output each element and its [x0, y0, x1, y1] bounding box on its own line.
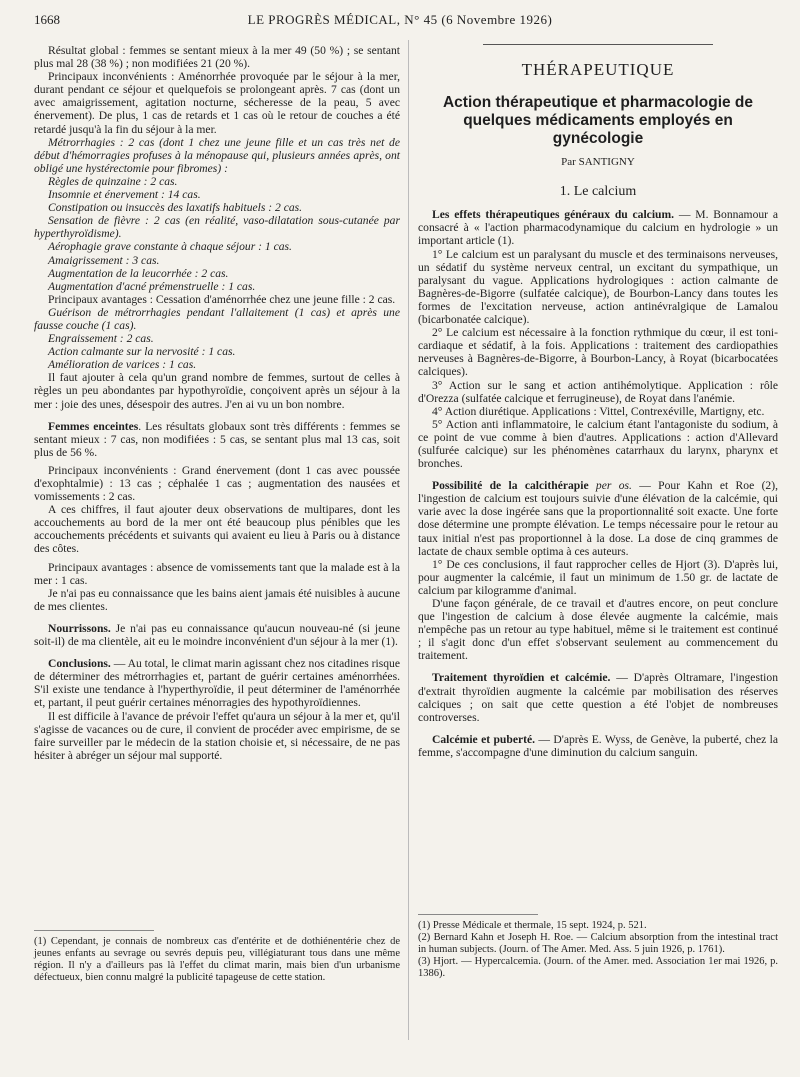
run-in-heading: Conclusions. — [48, 657, 111, 671]
list-item: Augmentation d'acné prémenstruelle : 1 cas. — [48, 279, 256, 293]
running-header — [0, 10, 800, 30]
list-item: Amaigrissement : 3 cas. — [48, 253, 160, 267]
paragraph-text: — Pour Kahn et Roe (2), l'ingestion de calcium est toujours suivie d'une élévation de la calcémie, qui varie avec la dose ingérée sans que la proportionnalité soit exacte. Une forte dose détermine une prompte élévation. Le temps nécessaire pour le retour au taux initial n'est pas proportionnel à la dose. La dose de cinq grammes de lactate de chaux semble optima à ces auteurs. — [418, 479, 778, 558]
paragraph: A ces chiffres, il faut ajouter deux observations de multipares, dont les accouchements au bord de la mer ont été beaucoup plus pénibles que les accouchements précédents et suivants qui avaient eu lieu à Paris ou à distance des côtes. — [34, 503, 400, 556]
paragraph: 1° De ces conclusions, il faut rapprocher celles de Hjort (3). D'après lui, pour augmenter la calcémie, il faut un minimum de 1.50 gr. de lactate de calcium par kilogramme d'animal. — [418, 557, 778, 597]
list-item: Constipation ou insuccès des laxatifs habituels : 2 cas. — [48, 201, 303, 215]
article-title: Action thérapeutique et pharmacologie de quelques médicaments employés en gynécologie — [442, 94, 754, 148]
paragraph: Il faut ajouter à cela qu'un grand nombre de femmes, surtout de celles à règles un peu abondantes par hypothyroïdie, conçoivent après un séjour à la mer : joie des unes, désespoir des autres. J'en ai vu un bon nombre. — [34, 371, 400, 411]
paragraph-infants — [34, 622, 400, 648]
left-column — [34, 44, 400, 762]
section-title: THÉRAPEUTIQUE — [521, 60, 675, 79]
paragraph: Principaux inconvénients : Aménorrhée provoquée par le séjour à la mer, durant pendant ce séjour et quelquefois se prolongeant après. 7 cas (dont un avec amaigrissement, agitation nocturne, sécheresse de la peau, 5 avec énervement). De plus, 1 cas de retards et 1 cas où le retour de couches a été retardé jusqu'à la fin du séjour à la mer. — [34, 70, 400, 136]
footnote: (2) Bernard Kahn et Joseph H. Roe. — Calcium absorption from the intestinal tract in human subjects. (Journ. of The Amer. Med. Ass. 5 juin 1926, p. 1761). — [418, 932, 778, 955]
paragraph: D'une façon générale, de ce travail et d'autres encore, on peut conclure que l'ingestion de calcium à dose élevée augmente la calcémie, mais n'empêche pas un retour au type habituel, même si le traitement est continué ; il s'agit donc d'un effet s'observant seulement au commencement du traitement. — [418, 597, 778, 663]
list-item: Engraissement : 2 cas. — [48, 332, 154, 346]
paragraph-text: — Au total, le climat marin agissant chez nos citadines risque de déterminer des métrorrhagies et, partant de guérir certaines aménorrhées. S'il existe une tendance à l'hyperthyroïdie, il peut déterminer de l'aménorrhée et, partant, il peut guérir certaines ménorragies des hypothyroïdiennes. — [34, 657, 400, 710]
paragraph: Principaux inconvénients : Grand énervement (dont 1 cas avec poussée d'exophtalmie) : 13 cas ; céphalée 1 cas ; augmentation des nausées et vomissements : 2 cas. — [34, 463, 400, 504]
paragraph: Je n'ai pas eu connaissance que les bains aient jamais été nuisibles à aucune de mes clientes. — [34, 586, 400, 613]
paragraph-general-effects — [418, 208, 778, 247]
paragraph: Principaux avantages : absence de vomissements tant que la malade est à la mer : 1 cas. — [34, 560, 400, 587]
paragraph-conclusions — [34, 657, 400, 709]
paragraph: 1° Le calcium est un paralysant du muscle et des terminaisons nerveuses, un sédatif du système nerveux central, un excitant du sympathique, un paralysant du vague. Applications hydrologiques : action calmante de Bagnères-de-Bigorre (sulfatée calcique), de Bourbon-Lancy dans toutes les formes de l'excitation nerveuse, action antinévralgique de Lamalou (bicarbonatée calcique). — [418, 247, 778, 327]
footnote-rule — [34, 930, 154, 931]
footnote: (3) Hjort. — Hypercalcemia. (Journ. of the Amer. med. Association 1er mai 1926, p. 1386). — [418, 956, 778, 979]
paragraph-text: — M. Bonnamour a consacré à « l'action pharmacodynamique du calcium en hydrologie » un important article (1). — [418, 208, 778, 248]
paragraph: Il est difficile à l'avance de prévoir l'effet qu'aura un séjour à la mer et, qu'il s'agisse de vacances ou de cure, il convient de procéder avec empirisme, de se faire surveiller par le médecin de la station choisie et, si nécessaire, de ne pas hésiter à abréger un séjour mal supporté. — [34, 709, 400, 762]
paragraph-text: Je n'ai pas eu connaissance qu'aucun nouveau-né (si jeune soit-il) de ma clientèle, ait eu le moindre inconvénient d'un séjour à la mer (1). — [34, 621, 400, 649]
run-in-heading: Les effets thérapeutiques généraux du calcium. — [432, 208, 675, 222]
paragraph: 5° Action anti inflammatoire, le calcium étant l'antagoniste du sodium, à ce point de vue comme à bien d'autres. Applications : action d'Allevard (sulfurée calcique) sur les phénomènes catarrhaux du larynx, pharynx et bronches. — [418, 417, 778, 471]
section-rule — [483, 44, 713, 45]
paragraph-puberty — [418, 733, 778, 759]
run-in-heading: Femmes enceintes — [48, 419, 139, 433]
run-in-heading: Calcémie et puberté. — [432, 732, 536, 746]
list-item: Augmentation de la leucorrhée : 2 cas. — [48, 266, 229, 280]
run-in-italic: per os. — [588, 479, 632, 493]
run-in-heading: Nourrissons. — [48, 621, 111, 635]
paragraph: Principaux avantages : Cessation d'aménorrhée chez une jeune fille : 2 cas. — [48, 292, 396, 306]
paragraph-text: . Les résultats globaux sont très différents : femmes se sentant mieux : 7 cas, non modifiées : 5 cas, se sentant plus mal 13 cas, soit plus de 56 %. — [34, 419, 400, 459]
paragraph: Métrorrhagies : 2 cas (dont 1 chez une jeune fille et un cas très net de début d'hémorragies profuses à la ménopause qui, plusieurs années après, ont obligé une hystérectomie pour fibromes) : — [34, 135, 400, 175]
article-author: Par SANTIGNY — [561, 156, 635, 169]
run-in-heading: Traitement thyroïdien et calcémie. — [432, 671, 611, 685]
right-column — [418, 44, 778, 759]
footnote: (1) Cependant, je connais de nombreux cas d'entérite et de dothiénentérie chez de jeunes enfants au sevrage ou sevrés depuis peu, villégiaturant tous dans une même région. Il n'y a d'ailleurs pas là l'effet du climat marin, mais bien d'un urbanisme défectueux, bien connu malgré la publicité tapageuse de cette station. — [34, 936, 400, 983]
list-item: Amélioration de varices : 1 cas. — [48, 358, 197, 372]
paragraph-text: — D'après E. Wyss, de Genève, la puberté, chez la femme, s'accompagne d'une diminution du calcium sanguin. — [418, 732, 778, 759]
footnote: (1) Presse Médicale et thermale, 15 sept. 1924, p. 521. — [418, 920, 647, 931]
paragraph: 4° Action diurétique. Applications : Vittel, Contrexéville, Martigny, etc. — [432, 404, 765, 418]
paragraph: 3° Action sur le sang et action antihémolytique. Application : rôle d'Orezza (sulfatée calcique et ferrugineuse), de Royat dans l'anémie. — [418, 378, 778, 405]
paragraph-thyroid — [418, 671, 778, 723]
journal-header-title: LE PROGRÈS MÉDICAL, N° 45 (6 Novembre 1926) — [247, 12, 553, 27]
paragraph: Guérison de métrorrhagies pendant l'allaitement (1 cas) et après une fausse couche (1 cas). — [34, 305, 400, 332]
paragraph: Résultat global : femmes se sentant mieux à la mer 49 (50 %) ; se sentant plus mal 28 (38 %) ; non modifiées 21 (20 %). — [34, 44, 400, 71]
paragraph: Sensation de fièvre : 2 cas (en réalité, vaso-dilatation sous-cutanée par hyperthyroïdisme). — [34, 214, 400, 241]
paragraph-text: — D'après Oltramare, l'ingestion d'extrait thyroïdien augmente la calcémie par mobilisation des réserves calciques ; on sait que cette question a été l'objet de nombreuses controverses. — [418, 671, 778, 724]
paragraph-calcitherapy — [418, 479, 778, 558]
footnotes-right — [418, 920, 778, 980]
list-item: Règles de quinzaine : 2 cas. — [48, 174, 178, 188]
page-number: 1668 — [34, 12, 60, 27]
paragraph-pregnant-women — [34, 420, 400, 459]
list-item: Action calmante sur la nervosité : 1 cas. — [48, 345, 236, 359]
paragraph: 2° Le calcium est nécessaire à la fonction rythmique du cœur, il est toni-cardiaque et sédatif, à la fois. Applications : traitement des cardiopathies nerveuses à Bagnères-de-Bigorre, à Bourbon-Lancy, à Royat (bicarbocatées calciques). — [418, 326, 778, 379]
footnote-rule — [418, 914, 538, 915]
run-in-heading: Possibilité de la calcithérapie — [432, 479, 589, 493]
column-divider — [408, 40, 409, 1040]
list-item: Aérophagie grave constante à chaque séjour : 1 cas. — [48, 240, 292, 254]
list-item: Insomnie et énervement : 14 cas. — [48, 188, 201, 202]
subsection-title: 1. Le calcium — [559, 184, 637, 200]
